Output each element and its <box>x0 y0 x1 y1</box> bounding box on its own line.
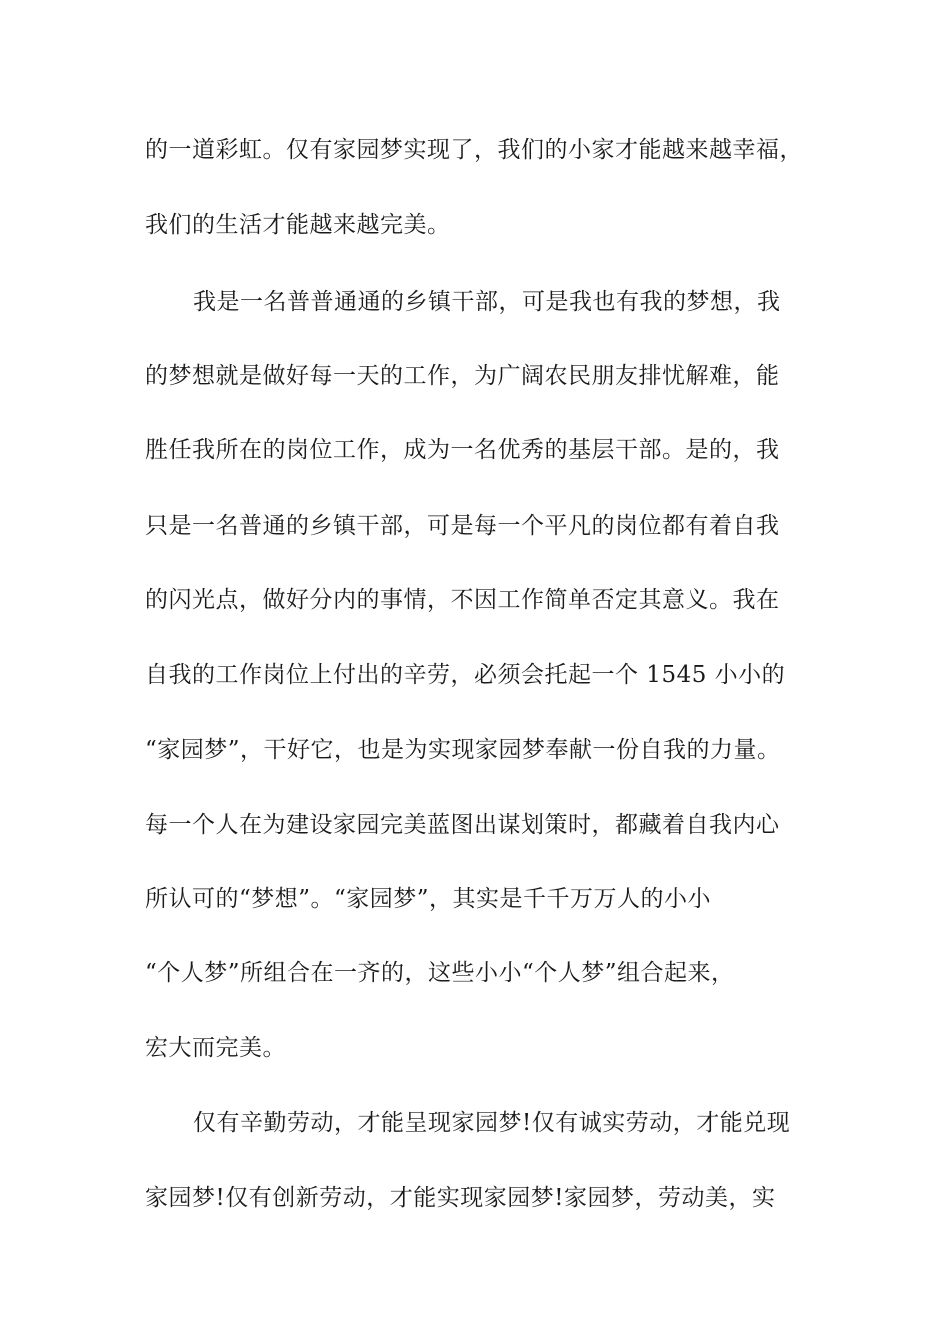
text-line: 每一个人在为建设家园完美蓝图出谋划策时，都藏着自我内心 <box>145 812 780 838</box>
text-line: 的闪光点，做好分内的事情，不因工作简单否定其意义。我在 <box>145 587 780 613</box>
text-line: 的一道彩虹。仅有家园梦实现了，我们的小家才能越来越幸福， <box>145 137 803 163</box>
text-line: 的梦想就是做好每一天的工作，为广阔农民朋友排忧解难，能 <box>145 363 780 389</box>
text-line: 自我的工作岗位上付出的辛劳，必须会托起一个 1545 小小的 <box>145 662 786 688</box>
text-line: 胜任我所在的岗位工作，成为一名优秀的基层干部。是的，我 <box>145 437 780 463</box>
text-line: 家园梦!仅有创新劳动，才能实现家园梦!家园梦，劳动美，实 <box>145 1185 776 1211</box>
text-line: 只是一名普通的乡镇干部，可是每一个平凡的岗位都有着自我 <box>145 513 780 539</box>
paragraph-start-line: 仅有辛勤劳动，才能呈现家园梦!仅有诚实劳动，才能兑现 <box>193 1110 791 1136</box>
text-line: 我们的生活才能越来越完美。 <box>145 212 451 238</box>
text-line: 所认可的“梦想”。“家园梦”，其实是千千万万人的小小 <box>145 886 712 912</box>
paragraph-start-line: 我是一名普普通通的乡镇干部，可是我也有我的梦想，我 <box>193 289 781 315</box>
text-line: “个人梦”所组合在一齐的，这些小小“个人梦”组合起来， <box>145 960 735 986</box>
text-line: “家园梦”，干好它，也是为实现家园梦奉献一份自我的力量。 <box>145 737 781 763</box>
text-line: 宏大而完美。 <box>145 1035 286 1061</box>
